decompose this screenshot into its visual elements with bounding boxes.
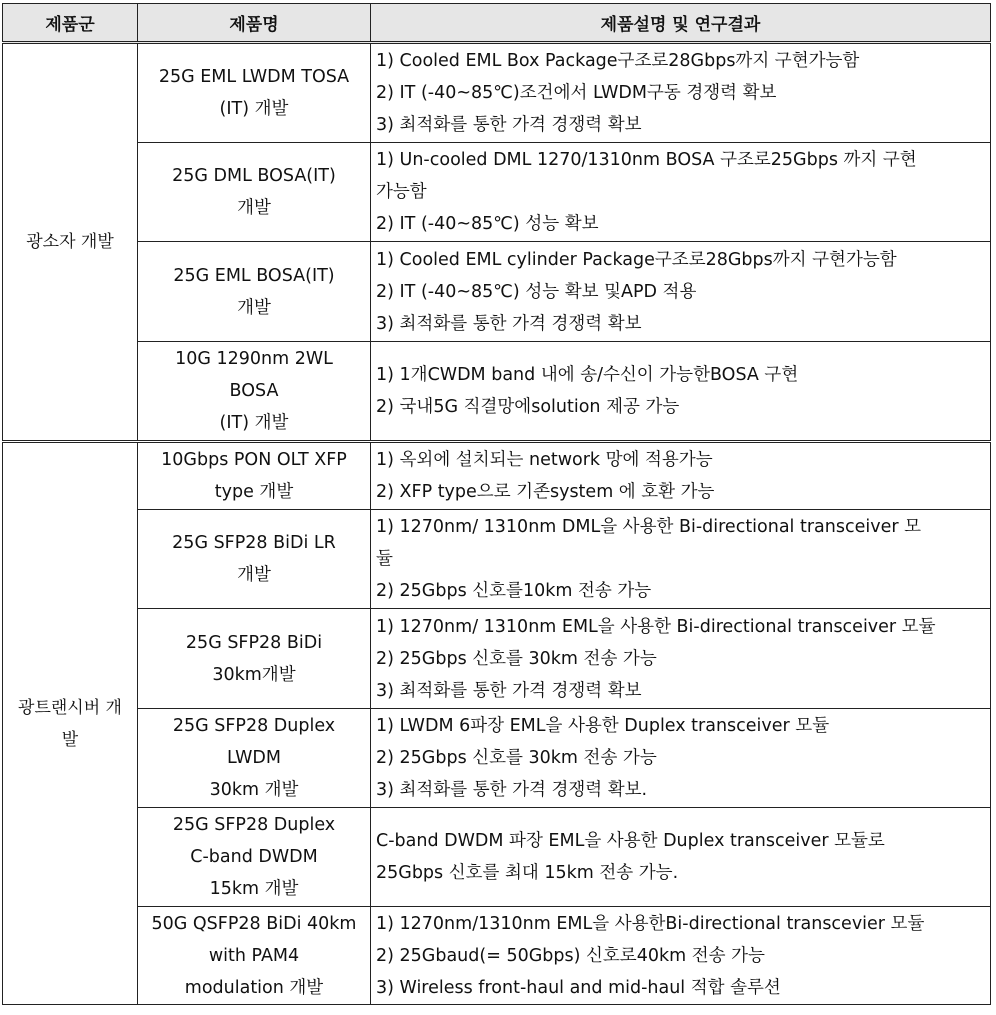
text-line: 25G SFP28 Duplex: [172, 716, 336, 736]
text-line: BOSA: [229, 381, 279, 401]
text-line: 1) 1개CWDM band 내에 송/수신이 가능한BOSA 구현: [376, 365, 799, 385]
product-desc-cell: [371, 907, 991, 1005]
table-row: [3, 242, 991, 342]
text-line: 2) 25Gbps 신호를 30km 전송 가능: [376, 748, 657, 768]
text-line: 25Gbps 신호를 최대 15km 전송 가능.: [376, 863, 679, 883]
text-line: (IT) 개발: [219, 413, 289, 433]
text-line: 2) IT (-40~85℃) 성능 확보: [376, 214, 599, 234]
product-name-cell: [138, 143, 371, 242]
product-desc-cell: [371, 808, 991, 907]
text-line: 50G QSFP28 BiDi 40km: [151, 913, 357, 934]
text-line: 25G SFP28 Duplex: [172, 815, 336, 835]
group-cell-optical-device: [3, 43, 138, 442]
product-name-cell: [138, 609, 371, 709]
text-line: C-band DWDM: [190, 847, 318, 867]
text-line: 25G SFP28 BiDi: [185, 632, 323, 653]
product-name-cell: [138, 43, 371, 143]
text-line: 광트랜시버 개: [18, 697, 122, 718]
header-name: 제품명: [138, 4, 371, 43]
text-line: 발: [61, 729, 79, 750]
product-desc-cell: [371, 442, 991, 510]
product-name-cell: [138, 510, 371, 609]
table-row: [3, 808, 991, 907]
text-line: with PAM4: [208, 945, 300, 966]
text-line: 25G EML LWDM TOSA: [158, 67, 350, 87]
product-desc-cell: [371, 510, 991, 609]
header-group: 제품군: [3, 4, 138, 43]
text-line: 2) 국내5G 직결망에solution 제공 가능: [376, 397, 680, 417]
text-line: 2) XFP type으로 기존system 에 호환 가능: [376, 482, 715, 502]
text-line: 1) Cooled EML cylinder Package구조로28Gbps까지 구현가능함: [376, 249, 897, 270]
product-table: [2, 3, 991, 1005]
table-row: [3, 43, 991, 143]
text-line: 15km 개발: [209, 879, 299, 899]
product-name-cell: [138, 808, 371, 907]
text-line: 1) 옥외에 설치되는 network 망에 적용가능: [376, 450, 713, 470]
text-line: 가능함: [376, 182, 427, 202]
text-line: 1) LWDM 6파장 EML을 사용한 Duplex transceiver 모듈: [376, 716, 830, 736]
text-line: 10G 1290nm 2WL: [175, 349, 333, 369]
product-table-container: [2, 3, 991, 1005]
text-line: 3) 최적화를 통한 가격 경쟁력 확보: [376, 115, 642, 135]
product-name-cell: [138, 709, 371, 808]
text-line: 1) Un-cooled DML 1270/1310nm BOSA 구조로25Gbps 까지 구현: [376, 150, 917, 170]
text-line: 개발: [237, 198, 271, 218]
text-line: 10Gbps PON OLT XFP: [161, 450, 347, 470]
text-line: 25G DML BOSA(IT): [172, 166, 336, 186]
product-name-cell: [138, 342, 371, 442]
text-line: 개발: [237, 297, 271, 318]
text-line: C-band DWDM 파장 EML을 사용한 Duplex transceiver 모듈로: [376, 831, 885, 851]
text-line: modulation 개발: [184, 977, 324, 998]
text-line: (IT) 개발: [219, 99, 289, 119]
header-desc: 제품설명 및 연구결과: [371, 4, 991, 43]
text-line: 2) IT (-40~85℃) 성능 확보 및APD 적용: [376, 281, 697, 302]
text-line: 2) IT (-40~85℃)조건에서 LWDM구동 경쟁력 확보: [376, 83, 777, 103]
text-line: 3) Wireless front-haul and mid-haul 적합 솔루션: [376, 977, 781, 998]
product-desc-cell: [371, 709, 991, 808]
product-desc-cell: [371, 242, 991, 342]
text-line: 25G SFP28 BiDi LR: [172, 533, 336, 553]
text-line: 30km 개발: [209, 780, 299, 800]
group-cell-optical-transceiver: [3, 442, 138, 1005]
text-line: 개발: [237, 565, 271, 585]
text-line: 듈: [376, 549, 393, 569]
product-name-cell: [138, 242, 371, 342]
text-line: 2) 25Gbps 신호를 30km 전송 가능: [376, 648, 657, 669]
text-line: 25G EML BOSA(IT): [173, 265, 335, 286]
text-line: type 개발: [214, 482, 294, 502]
text-line: 30km개발: [212, 664, 296, 685]
text-line: 3) 최적화를 통한 가격 경쟁력 확보.: [376, 780, 648, 800]
text-line: 1) 1270nm/ 1310nm EML을 사용한 Bi-directional transceiver 모듈: [376, 616, 936, 637]
product-desc-cell: [371, 609, 991, 709]
table-row: [3, 709, 991, 808]
product-desc-cell: [371, 342, 991, 442]
text-line: 1) Cooled EML Box Package구조로28Gbps까지 구현가능함: [376, 51, 860, 71]
table-row: [3, 342, 991, 442]
text-line: 1) 1270nm/ 1310nm DML을 사용한 Bi-directional transceiver 모: [376, 517, 922, 537]
table-row: [3, 143, 991, 242]
product-name-cell: [138, 442, 371, 510]
text-line: 광소자 개발: [26, 232, 114, 252]
text-line: 2) 25Gbaud(= 50Gbps) 신호로40km 전송 가능: [376, 945, 765, 966]
product-desc-cell: [371, 143, 991, 242]
table-row: [3, 510, 991, 609]
table-row: [3, 907, 991, 1005]
text-line: LWDM: [226, 748, 282, 768]
text-line: 3) 최적화를 통한 가격 경쟁력 확보: [376, 313, 642, 334]
table-row: [3, 609, 991, 709]
text-line: 3) 최적화를 통한 가격 경쟁력 확보: [376, 680, 642, 701]
text-line: 1) 1270nm/1310nm EML을 사용한Bi-directional transcevier 모듈: [376, 913, 925, 934]
header-row: [3, 4, 991, 43]
text-line: 2) 25Gbps 신호를10km 전송 가능: [376, 581, 652, 601]
product-name-cell: [138, 907, 371, 1005]
table-row: [3, 442, 991, 510]
product-desc-cell: [371, 43, 991, 143]
